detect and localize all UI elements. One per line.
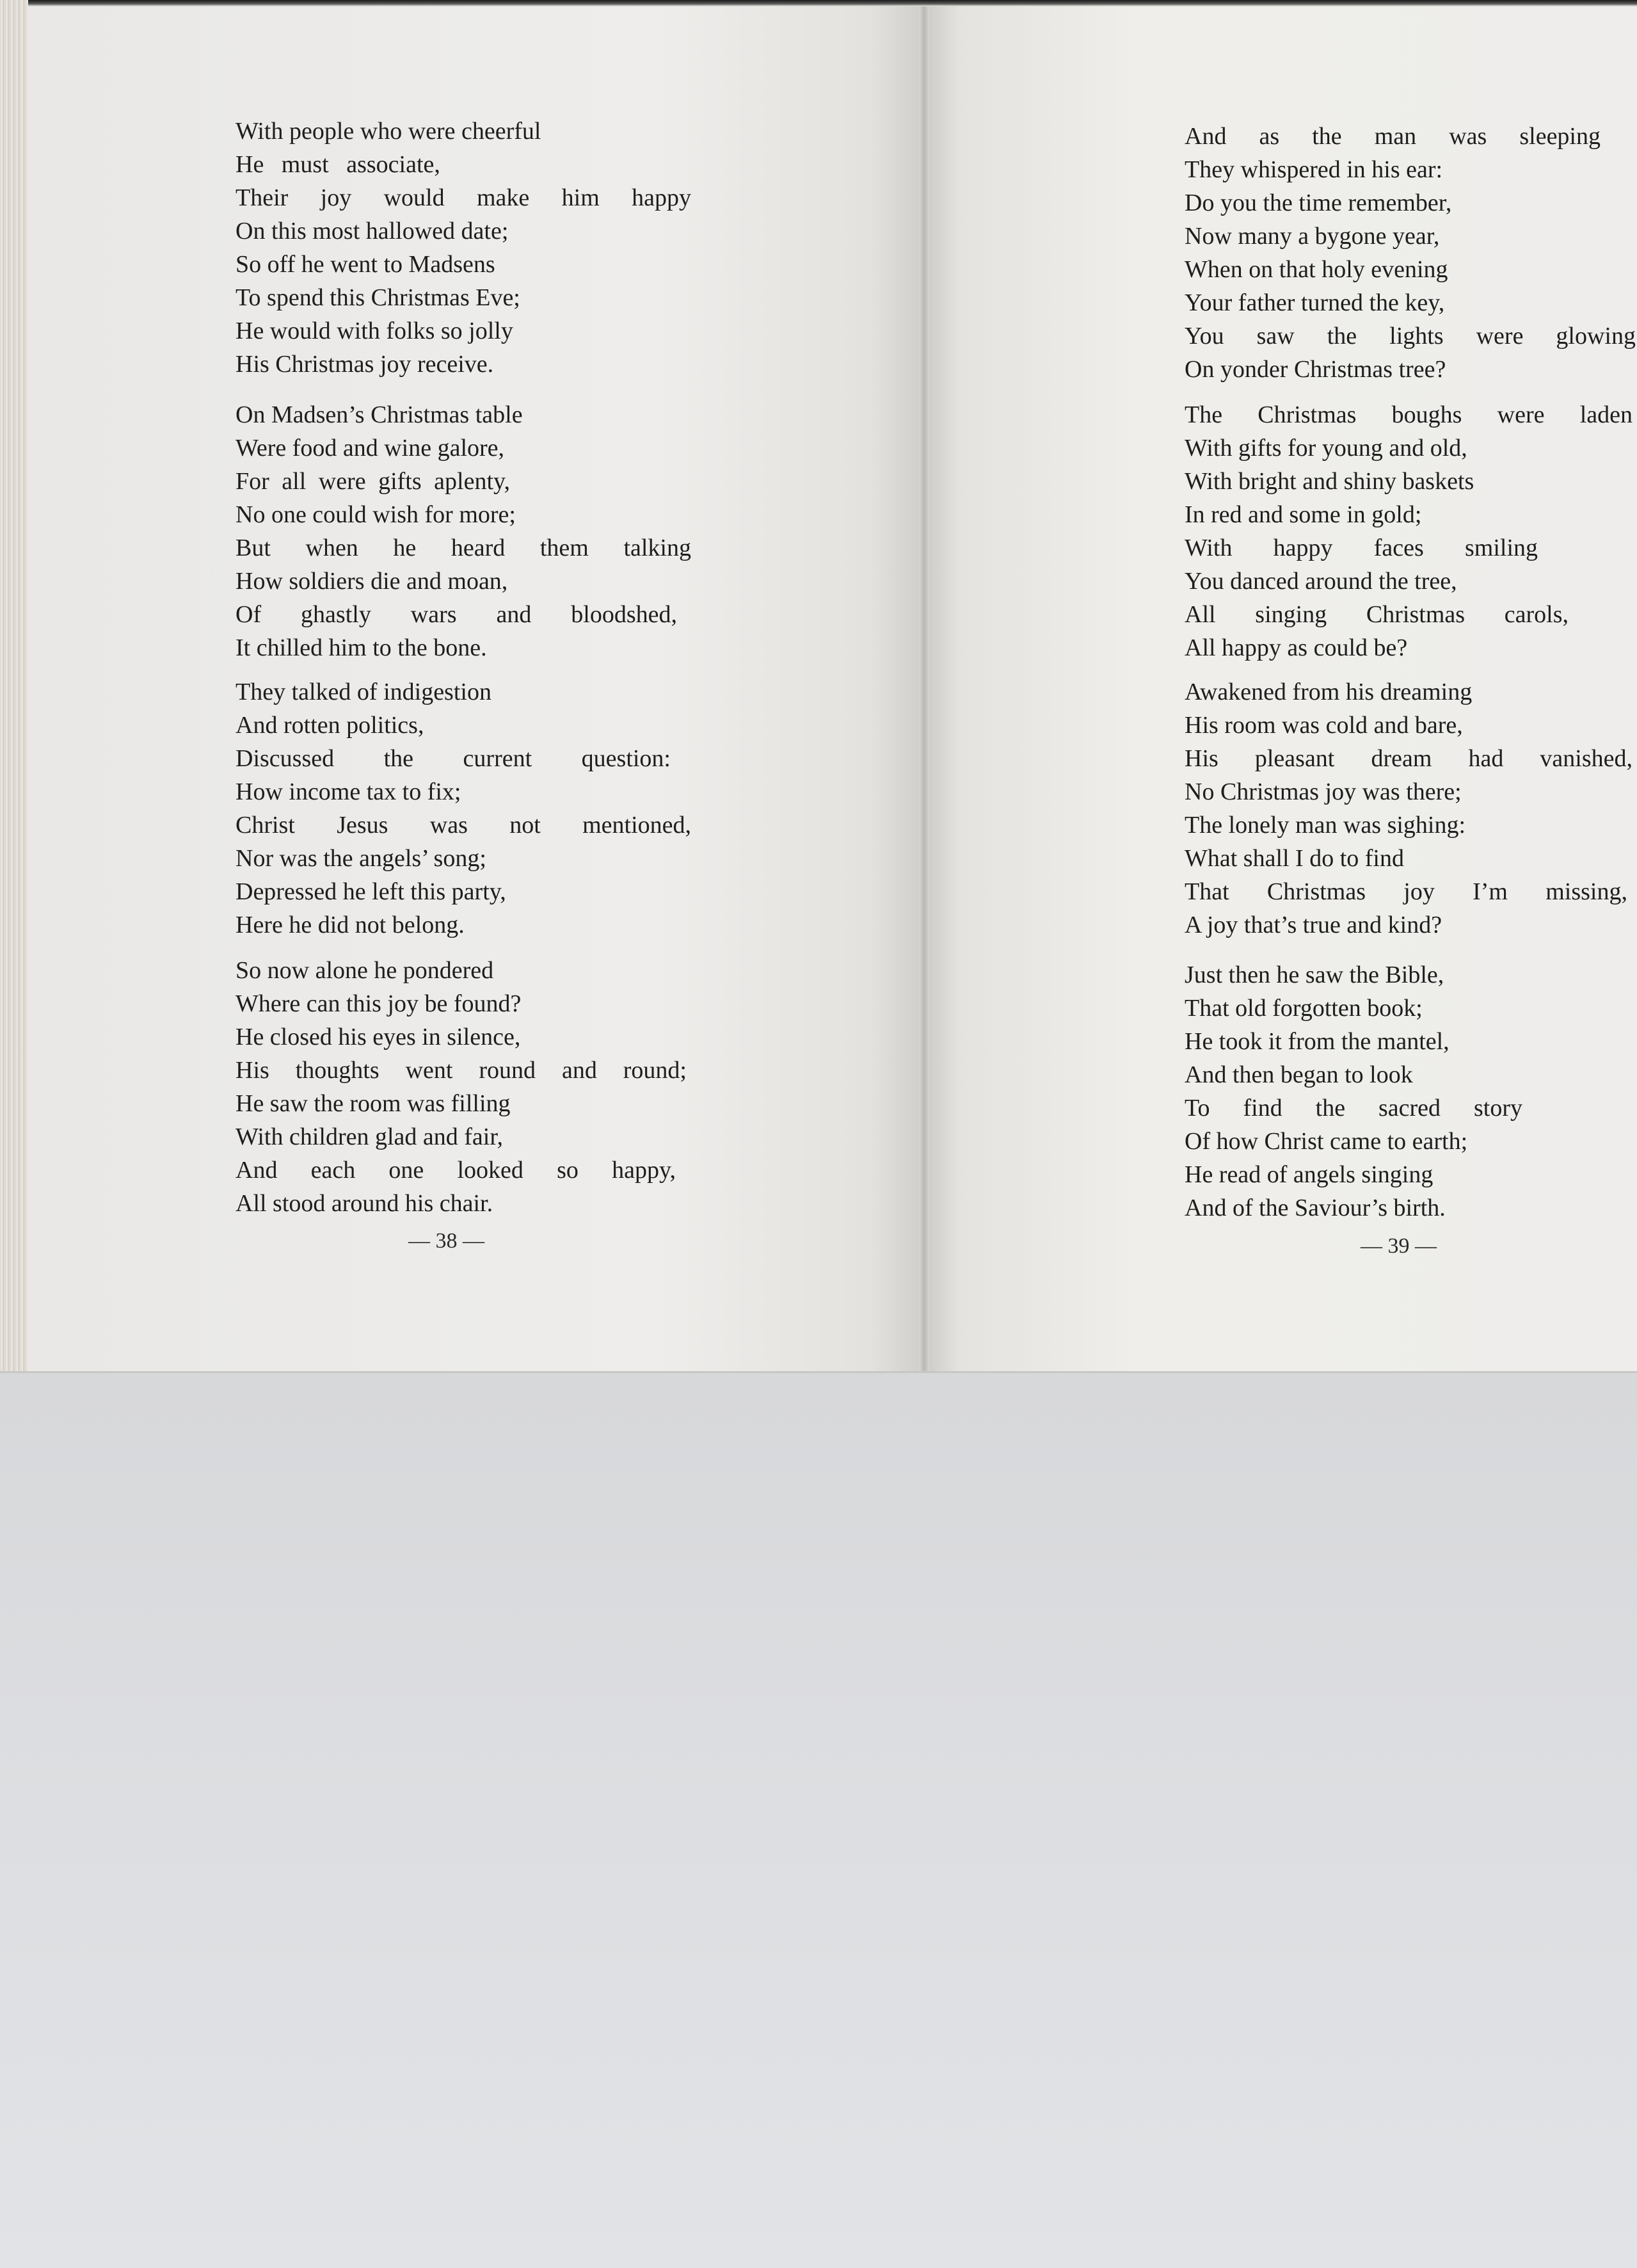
verse-line: That old forgotten book; [1185, 995, 1423, 1022]
verse-line: They talked of indigestion [236, 679, 491, 705]
verse-line: Of ghastly wars and bloodshed, [236, 601, 677, 628]
verse-line: A joy that’s true and kind? [1185, 912, 1442, 938]
verse-line: How income tax to fix; [236, 778, 461, 805]
verse-line: He would with folks so jolly [236, 318, 513, 344]
verse-line: But when he heard them talking [236, 535, 691, 561]
verse-line: With gifts for young and old, [1185, 435, 1467, 462]
verse-line: All singing Christmas carols, [1185, 601, 1569, 628]
verse-line: And each one looked so happy, [236, 1157, 676, 1184]
verse-line: What shall I do to find [1185, 845, 1404, 872]
verse-line: You saw the lights were glowing [1185, 323, 1636, 350]
verse-line: With children glad and fair, [236, 1123, 503, 1150]
verse-line: On yonder Christmas tree? [1185, 356, 1446, 383]
page-number-right: — 39 — [1361, 1234, 1437, 1258]
verse-line: He read of angels singing [1185, 1161, 1433, 1188]
verse-line: That Christmas joy I’m missing, [1185, 878, 1627, 905]
page-number-left: — 38 — [408, 1229, 484, 1253]
verse-line: So now alone he pondered [236, 957, 494, 984]
verse-line: With people who were cheerful [236, 118, 541, 145]
verse-line: His Christmas joy receive. [236, 351, 494, 378]
verse-line: Your father turned the key, [1185, 289, 1445, 316]
verse-line: And as the man was sleeping [1185, 123, 1601, 150]
verse-line: Christ Jesus was not mentioned, [236, 812, 691, 839]
verse-line: His thoughts went round and round; [236, 1057, 687, 1084]
verse-line: It chilled him to the bone. [236, 634, 487, 661]
verse-line: Here he did not belong. [236, 912, 465, 938]
verse-line: All stood around his chair. [236, 1190, 493, 1217]
verse-line: Where can this joy be found? [236, 990, 522, 1017]
verse-line: For all were gifts aplenty, [236, 468, 511, 495]
left-stanza-3 [236, 675, 691, 942]
page-stack-edge [0, 0, 28, 1371]
verse-line: Nor was the angels’ song; [236, 845, 486, 872]
verse-line: Of how Christ came to earth; [1185, 1128, 1468, 1155]
verse-line: With happy faces smiling [1185, 535, 1538, 561]
right-stanza-2 [1185, 398, 1633, 664]
verse-line: The Christmas boughs were laden [1185, 401, 1633, 428]
verse-line: All happy as could be? [1185, 634, 1408, 661]
verse-line: Awakened from his dreaming [1185, 679, 1473, 705]
verse-line: His pleasant dream had vanished, [1185, 745, 1633, 772]
verse-line: The lonely man was sighing: [1185, 812, 1466, 839]
verse-line: He closed his eyes in silence, [236, 1024, 521, 1050]
verse-line: When on that holy evening [1185, 256, 1448, 283]
verse-line: To find the sacred story [1185, 1095, 1522, 1122]
verse-line: No one could wish for more; [236, 501, 516, 528]
verse-line: Discussed the current question: [236, 745, 671, 772]
verse-line: So off he went to Madsens [236, 251, 495, 278]
book-top-edge [0, 0, 1637, 6]
verse-line: How soldiers die and moan, [236, 568, 508, 595]
verse-line: No Christmas joy was there; [1185, 778, 1462, 805]
verse-line: Do you the time remember, [1185, 189, 1452, 216]
verse-line: Just then he saw the Bible, [1185, 961, 1444, 988]
verse-line: Their joy would make him happy [236, 184, 691, 211]
verse-line: He took it from the mantel, [1185, 1028, 1449, 1055]
right-stanza-3 [1185, 675, 1633, 942]
scanner-background [0, 1370, 1637, 2268]
verse-line: Depressed he left this party, [236, 878, 506, 905]
verse-line: Now many a bygone year, [1185, 223, 1440, 250]
verse-line: In red and some in gold; [1185, 501, 1422, 528]
verse-line: His room was cold and bare, [1185, 712, 1463, 739]
verse-line: On this most hallowed date; [236, 218, 509, 245]
verse-line: You danced around the tree, [1185, 568, 1457, 595]
left-stanza-1 [236, 115, 691, 381]
verse-line: Were food and wine galore, [236, 435, 505, 462]
verse-line: And rotten politics, [236, 712, 424, 739]
right-stanza-4 [1185, 958, 1633, 1225]
left-stanza-2 [236, 398, 691, 664]
verse-line: He must associate, [236, 151, 440, 178]
verse-line: To spend this Christmas Eve; [236, 284, 520, 311]
verse-line: And then began to look [1185, 1061, 1413, 1088]
verse-line: On Madsen’s Christmas table [236, 401, 523, 428]
book-gutter [919, 6, 929, 1371]
verse-line: They whispered in his ear: [1185, 156, 1443, 183]
verse-line: With bright and shiny baskets [1185, 468, 1474, 495]
verse-line: He saw the room was filling [236, 1090, 511, 1117]
left-stanza-4 [236, 954, 691, 1220]
verse-line: And of the Saviour’s birth. [1185, 1194, 1446, 1221]
right-stanza-1 [1185, 120, 1636, 386]
